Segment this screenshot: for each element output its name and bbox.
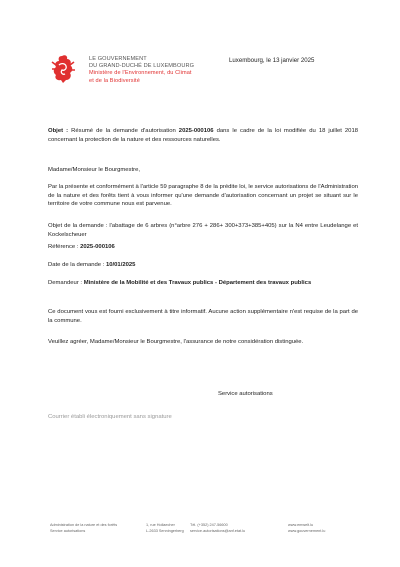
footer-column	[288, 522, 325, 534]
electronic-signature-note: Courrier établi électroniquement sans signature	[48, 414, 172, 420]
footer-text: L-2633 Senningerberg	[146, 529, 184, 533]
closing: Veuillez agréer, Madame/Monsieur le Bourgmestre, l'assurance de notre considération distinguée.	[48, 339, 304, 345]
ministry-line: et de la Biodiversité	[89, 77, 140, 84]
reference-value: 2025-000106	[80, 244, 115, 250]
demand-date	[48, 261, 358, 270]
demand-date-label: Date de la demande :	[48, 262, 106, 268]
footer-text: Administration de la nature et des forêts	[50, 523, 118, 527]
object-label: Objet :	[48, 128, 69, 134]
object-text: Résumé de la demande d'autorisation	[68, 128, 179, 134]
footer-text: Tél. (+352) 247-56600	[190, 523, 228, 527]
demand-date-value: 10/01/2025	[105, 262, 136, 268]
reference-label: Référence :	[48, 244, 81, 250]
demand-object: Objet de la demande : l'abattage de 6 arbres (n°arbre 276 + 286+ 300+373+385+405) sur la N4 entre Leudelange et Kockelscheuer	[48, 223, 358, 238]
letterhead-line: DU GRAND-DUCHÉ DE LUXEMBOURG	[89, 63, 195, 70]
letterhead-line: LE GOUVERNEMENT	[89, 56, 147, 62]
object-text: dans le cadre de la loi modifiée du 18 juillet 2018 concernant la protection de la nature et des ressources naturelles.	[48, 128, 358, 143]
object-paragraph	[48, 127, 358, 144]
ministry-line: Ministère de l'Environnement, du Climat	[89, 70, 192, 77]
footer-link[interactable]: www.gouvernement.lu	[288, 529, 326, 533]
object-reference: 2025-000106	[178, 128, 214, 134]
intro-paragraph: Par la présente et conformément à l'article 59 paragraphe 8 de la prédite loi, le service autorisations de l'Administration de la nature et des forêts tient à vous informer qu'une demande d'autorisation concernant un projet se situant sur le territoire de votre commune nous est parvenue.	[48, 184, 358, 208]
footer-column	[190, 522, 245, 534]
footer-text: service.autorisations@anf.etat.lu	[190, 529, 246, 533]
info-paragraph: Ce document vous est fourni exclusivement à titre informatif. Aucune action supplémentaire n'est requise de la part de la commune.	[48, 309, 358, 324]
footer-text: 1, rue Hollaecher	[146, 523, 175, 527]
footer-link[interactable]: www.emwelt.lu	[288, 523, 314, 527]
red-lion-icon	[48, 53, 78, 85]
letterhead	[89, 56, 194, 85]
footer-column	[146, 522, 184, 534]
applicant	[48, 279, 358, 288]
salutation: Madame/Monsieur le Bourgmestre,	[48, 167, 140, 173]
footer-text: Service autorisations	[50, 529, 86, 533]
applicant-value: Ministère de la Mobilité et des Travaux publics - Département des travaux publics	[83, 280, 312, 286]
reference	[48, 243, 358, 252]
footer-column	[50, 522, 117, 534]
signer: Service autorisations	[218, 391, 273, 397]
letter-date: Luxembourg, le 13 janvier 2025	[229, 57, 315, 64]
applicant-label: Demandeur :	[48, 280, 84, 286]
